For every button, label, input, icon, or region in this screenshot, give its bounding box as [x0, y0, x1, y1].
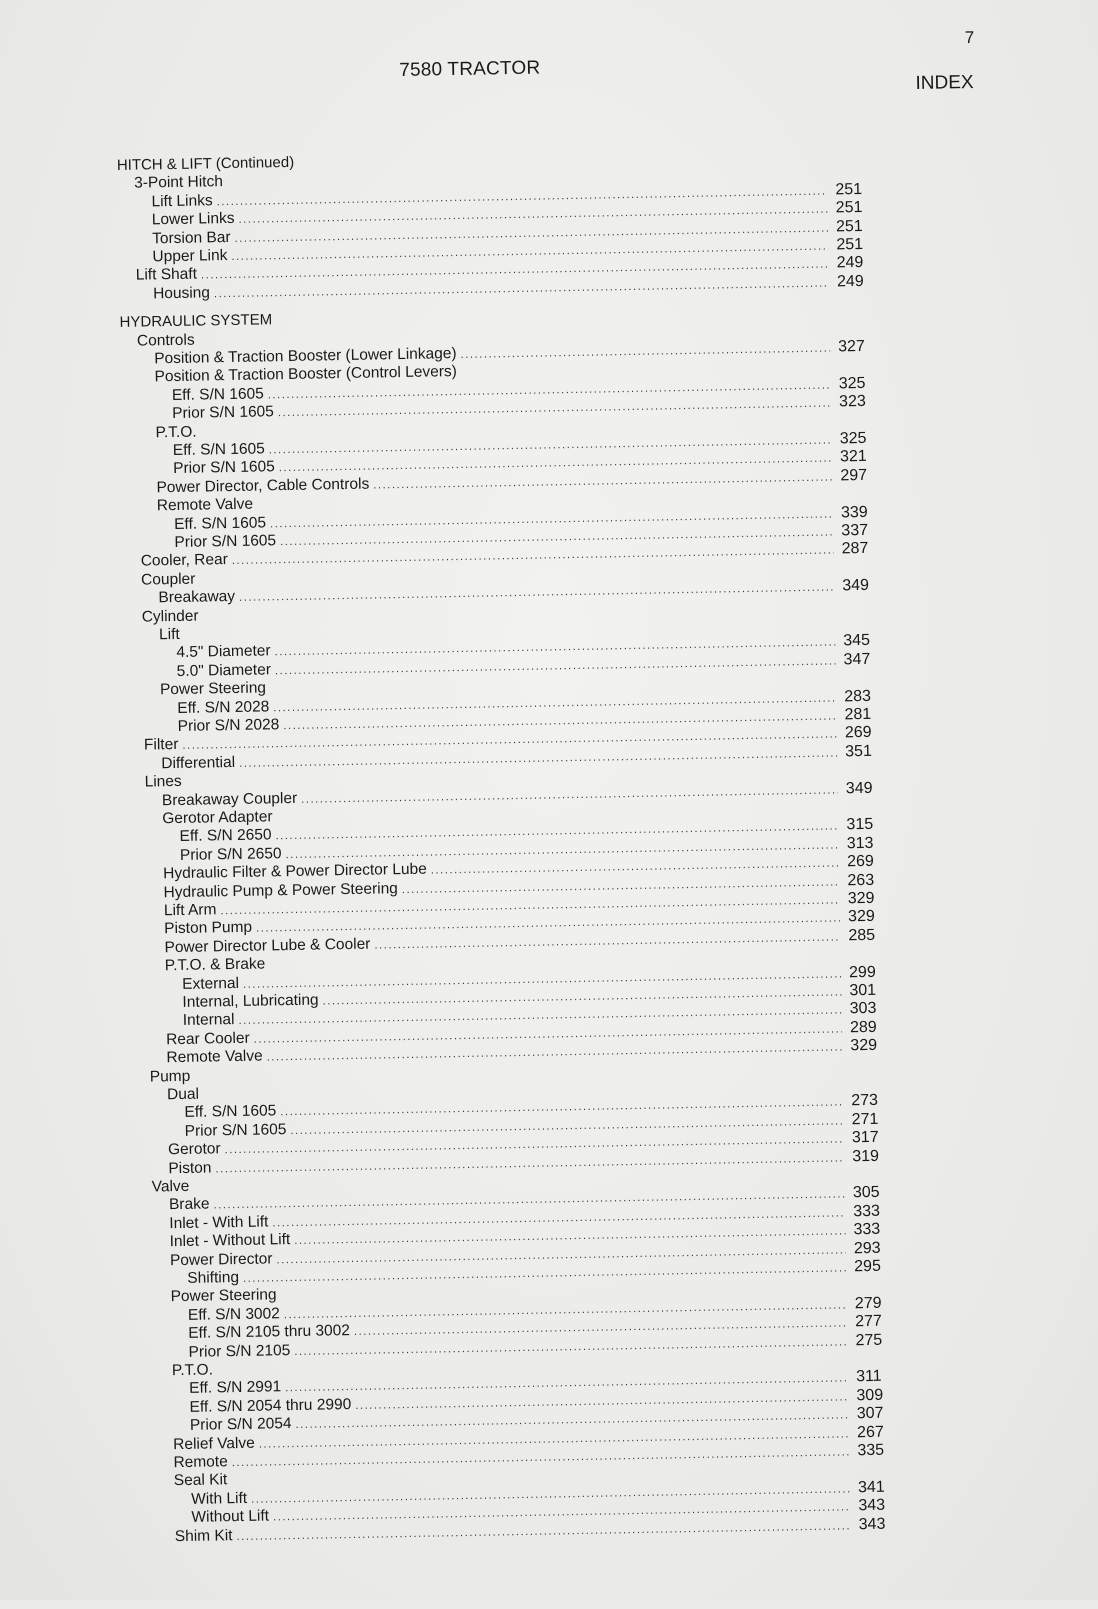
entry-page-number: 351 [845, 742, 873, 761]
entry-label: Lift Arm [163, 901, 217, 920]
entry-page-number: 249 [836, 272, 864, 291]
entry-label: Lower Links [151, 210, 235, 229]
entry-page-number: 301 [849, 981, 877, 1000]
entry-page-number: 313 [846, 834, 874, 853]
entry-page-number: 251 [835, 217, 863, 235]
index-entry [141, 570, 200, 589]
entry-label: Coupler [140, 570, 196, 589]
page-number: 7 [964, 27, 975, 48]
entry-page-number: 277 [855, 1312, 883, 1331]
entry-page-number: 329 [847, 908, 875, 926]
entry-label: Piston Pump [164, 919, 253, 938]
entry-label: Prior S/N 1605 [172, 403, 275, 423]
entry-page-number: 289 [849, 1018, 877, 1037]
entry-label: Internal [182, 1011, 235, 1030]
entry-label: Power Director Lube & Cooler [164, 935, 371, 957]
entry-page-number: 315 [846, 816, 874, 834]
section-label: INDEX [915, 71, 974, 94]
entry-page-number: 287 [841, 540, 869, 558]
entry-label: Breakaway Coupler [161, 789, 298, 809]
entry-page-number: 285 [848, 926, 876, 945]
entry-page-number: 317 [851, 1128, 879, 1147]
entry-label: Remote Valve [166, 1047, 263, 1067]
entry-label: Eff. S/N 2650 [179, 826, 272, 846]
entry-page-number: 337 [841, 521, 869, 540]
entry-label: Seal Kit [173, 1471, 228, 1490]
entry-label: Inlet - Without Lift [169, 1231, 291, 1251]
dot-leader [301, 781, 838, 808]
entry-label: Piston [168, 1159, 212, 1177]
index-entry [158, 577, 876, 608]
entry-label: Power Steering [170, 1286, 277, 1306]
entry-label: With Lift [191, 1489, 248, 1508]
entry-label: Shifting [187, 1268, 240, 1287]
dot-leader [239, 579, 835, 607]
entry-page-number: 281 [844, 705, 872, 724]
entry-page-number: 347 [843, 650, 871, 669]
entry-page-number: 267 [856, 1423, 884, 1441]
entry-label: Prior S/N 2650 [179, 844, 282, 864]
entry-page-number: 293 [853, 1239, 881, 1257]
entry-page-number: 343 [858, 1496, 886, 1515]
entry-label: Lift [158, 625, 180, 644]
entry-page-number: 251 [835, 180, 863, 199]
index-entry [160, 680, 270, 700]
index-entry [134, 173, 227, 193]
index-entry [144, 773, 185, 792]
entry-label: Differential [161, 753, 236, 773]
entry-page-number: 333 [853, 1202, 881, 1221]
entry-page-number: 329 [847, 889, 875, 908]
entry-label: Breakaway [158, 588, 236, 607]
entry-label: Lines [144, 773, 182, 791]
entry-label: Pump [149, 1067, 191, 1086]
entry-label: Prior S/N 1605 [184, 1120, 287, 1140]
entry-label: Brake [168, 1195, 210, 1214]
entry-page-number: 349 [842, 577, 870, 595]
entry-page-number: 249 [836, 254, 864, 272]
entry-page-number: 339 [840, 503, 868, 521]
entry-label: Eff. S/N 2991 [189, 1378, 282, 1398]
entry-page-number: 263 [847, 871, 875, 889]
entry-page-number: 305 [852, 1184, 880, 1202]
index-entry [137, 331, 199, 350]
entry-page-number: 333 [853, 1220, 881, 1239]
entry-label: Controls [136, 331, 195, 350]
entry-label: Gerotor Adapter [162, 808, 273, 828]
entry-page-number: 345 [843, 632, 871, 650]
entry-page-number: 321 [839, 448, 867, 466]
entry-label: Without Lift [191, 1507, 270, 1527]
entry-page-number: 299 [848, 963, 876, 981]
entry-page-number: 307 [856, 1404, 884, 1423]
entry-page-number: 279 [854, 1294, 882, 1313]
index-entry [159, 626, 184, 644]
entry-label: Prior S/N 2054 [189, 1415, 292, 1435]
entry-label: Eff. S/N 1605 [172, 440, 265, 460]
entry-label: Relief Valve [173, 1434, 255, 1453]
entry-page-number: 335 [857, 1441, 885, 1460]
entry-label: Cylinder [141, 607, 199, 626]
entry-page-number: 309 [856, 1386, 884, 1405]
index-entry [155, 423, 200, 442]
entry-page-number: 275 [855, 1331, 883, 1349]
entry-page-number: 329 [850, 1036, 878, 1055]
entry-label: Remote Valve [156, 495, 254, 515]
entry-label: Lift Links [151, 192, 213, 211]
entry-label: Eff. S/N 1605 [171, 385, 264, 404]
index-entry [174, 1472, 232, 1491]
entry-label: Eff. S/N 1605 [173, 513, 267, 533]
entry-page-number: 349 [845, 779, 873, 797]
entry-page-number: 271 [851, 1110, 879, 1129]
entry-label: P.T.O. & Brake [164, 955, 266, 975]
index-entry [162, 808, 277, 828]
entry-page-number: 251 [836, 235, 864, 254]
entry-label: Upper Link [152, 247, 228, 266]
index-section-heading [119, 311, 276, 332]
entry-label: 3-Point Hitch [134, 173, 224, 193]
entry-label: Prior S/N 1605 [174, 532, 277, 551]
entry-label: Prior S/N 2028 [177, 716, 280, 735]
entry-label: Hydraulic Pump & Power Steering [163, 879, 398, 901]
index-entry [162, 779, 880, 810]
index-entry [154, 338, 872, 369]
entry-label: Eff. S/N 2105 thru 3002 [188, 1322, 351, 1343]
entry-label: Valve [151, 1177, 190, 1196]
entry-label: Power Director [169, 1249, 273, 1269]
entry-label: Filter [143, 736, 179, 754]
entry-page-number: 311 [855, 1368, 882, 1386]
index-entry [150, 1067, 195, 1086]
entry-page-number: 323 [838, 393, 866, 411]
entry-page-number: 273 [851, 1092, 879, 1110]
entry-page-number: 251 [835, 199, 863, 217]
entry-label: Dual [166, 1085, 200, 1104]
entry-page-number: 325 [838, 374, 866, 393]
entry-page-number: 319 [852, 1147, 880, 1165]
entry-page-number: 327 [837, 337, 865, 356]
entry-label: Position & Traction Booster (Control Levers) [154, 363, 458, 386]
entry-page-number: 325 [839, 429, 867, 448]
entry-label: Cooler, Rear [140, 551, 228, 570]
entry-label: Position & Traction Booster (Lower Linkage) [154, 345, 457, 368]
entry-label: Remote [173, 1453, 228, 1472]
entry-label: P.T.O. [155, 423, 197, 441]
entry-label: Gerotor [167, 1140, 221, 1159]
entry-page-number: 283 [844, 687, 872, 705]
entry-label: P.T.O. [171, 1361, 214, 1380]
entry-page-number: 295 [854, 1257, 882, 1276]
index-entry [142, 607, 203, 626]
entry-label: Eff. S/N 1605 [184, 1102, 277, 1122]
entry-page-number: 269 [844, 724, 872, 742]
entry-label: Eff. S/N 2028 [177, 697, 270, 717]
entry-label: Housing [152, 284, 211, 303]
entry-label: Torsion Bar [151, 228, 231, 247]
index-entry [170, 1287, 280, 1307]
entry-label: Internal, Lubricating [182, 991, 319, 1011]
entry-page-number: 341 [857, 1478, 885, 1497]
index-entry [165, 956, 270, 976]
entry-page-number: 269 [846, 853, 874, 871]
entry-label: 5.0" Diameter [176, 661, 272, 680]
entry-page-number: 303 [849, 1000, 877, 1018]
entry-label: Rear Cooler [165, 1029, 250, 1049]
index-entry [172, 1361, 217, 1380]
entry-label: Eff. S/N 3002 [187, 1305, 280, 1324]
entry-label: HYDRAULIC SYSTEM [119, 311, 273, 332]
entry-label: External [182, 974, 240, 993]
entry-label: Inlet - With Lift [169, 1213, 269, 1232]
index-entry [152, 1178, 194, 1197]
index-section-heading [117, 154, 299, 175]
entry-label: Power Steering [159, 679, 267, 699]
entry-page-number: 297 [840, 466, 868, 485]
entry-label: HITCH & LIFT (Continued) [116, 153, 295, 174]
entry-label: Lift Shaft [135, 265, 198, 285]
entry-label: Eff. S/N 2054 thru 2990 [189, 1395, 352, 1416]
entry-label: 4.5" Diameter [176, 642, 271, 662]
entry-label: Power Director, Cable Controls [156, 475, 370, 497]
entry-label: Hydraulic Filter & Power Director Lube [163, 860, 427, 883]
entry-label: Shim Kit [174, 1526, 233, 1545]
entry-label: Prior S/N 1605 [173, 458, 275, 478]
entry-label: Prior S/N 2105 [188, 1341, 291, 1361]
document-title: 7580 TRACTOR [399, 57, 541, 81]
entry-page-number: 343 [858, 1515, 886, 1533]
index-entry [157, 496, 258, 516]
dot-leader [460, 340, 830, 364]
index-entry [167, 1086, 203, 1105]
